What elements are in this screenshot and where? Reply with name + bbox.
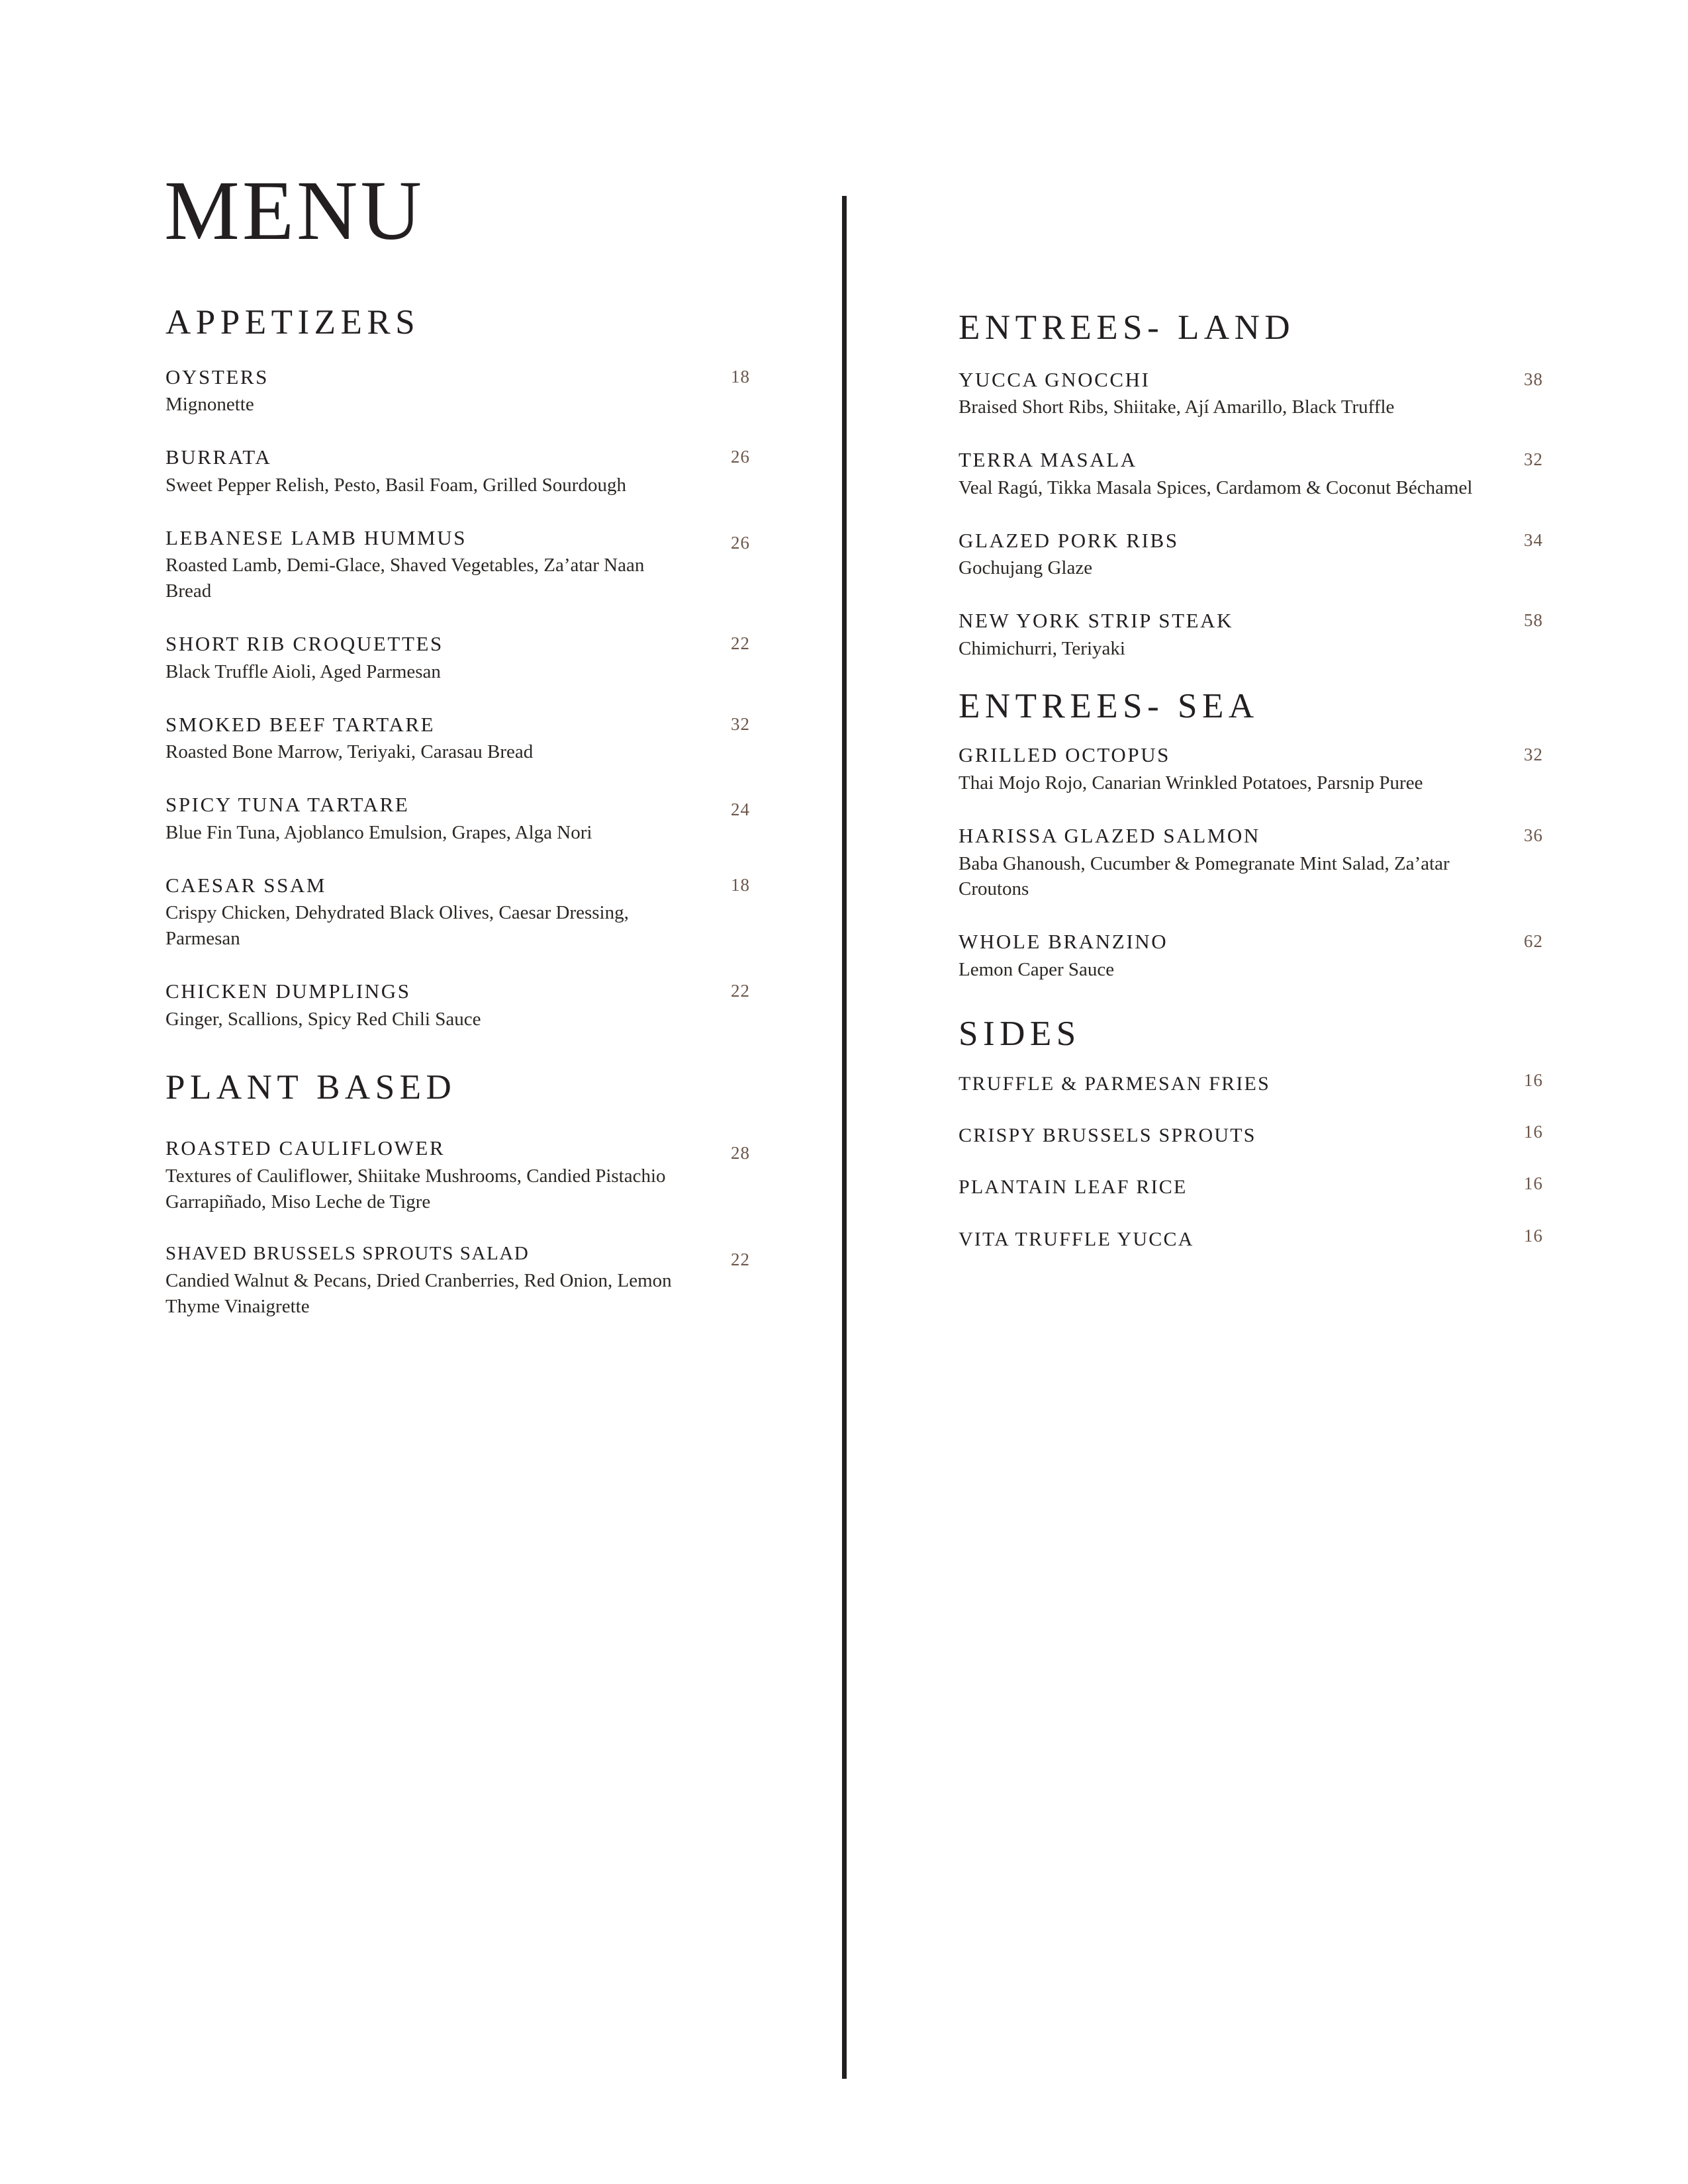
menu-item [165, 444, 784, 498]
item-price: 18 [731, 874, 750, 895]
item-description: Crispy Chicken, Dehydrated Black Olives, Caesar Dressing, Parmesan [165, 902, 629, 950]
item-name: SPICY TUNA TARTARE [165, 793, 410, 817]
item-price: 26 [731, 532, 750, 553]
item-description: Lemon Caper Sauce [959, 959, 1115, 980]
item-description: Roasted Bone Marrow, Teriyaki, Carasau Bread [165, 741, 534, 763]
item-price: 16 [1524, 1225, 1543, 1246]
menu-item [165, 1135, 784, 1214]
menu-item [959, 367, 1577, 421]
item-name: SMOKED BEEF TARTARE [165, 712, 436, 736]
menu-item [959, 1175, 1577, 1200]
item-name: GLAZED PORK RIBS [959, 528, 1179, 552]
item-name: SHORT RIB CROQUETTES [165, 632, 444, 656]
item-price: 32 [1524, 449, 1543, 470]
column-divider [842, 196, 847, 2079]
item-name: ROASTED CAULIFLOWER [165, 1136, 445, 1160]
item-price: 58 [1524, 610, 1543, 631]
item-name: YUCCA GNOCCHI [959, 367, 1150, 391]
item-price: 24 [731, 799, 750, 820]
item-name: LEBANESE LAMB HUMMUS [165, 525, 467, 549]
page-title: MENU [164, 163, 424, 257]
menu-item [165, 978, 784, 1032]
item-name: CRISPY BRUSSELS SPROUTS [959, 1124, 1256, 1146]
menu-item [959, 1123, 1577, 1148]
menu-item [165, 872, 784, 952]
item-price: 62 [1524, 931, 1543, 952]
item-name: GRILLED OCTOPUS [959, 743, 1171, 767]
item-name: SHAVED BRUSSELS SPROUTS SALAD [165, 1242, 530, 1264]
item-description: Baba Ghanoush, Cucumber & Pomegranate Mint Salad, Za’atar Croutons [959, 852, 1450, 900]
section-heading-sides: SIDES [959, 1014, 1081, 1053]
item-price: 18 [731, 366, 750, 387]
item-description: Mignonette [165, 394, 254, 416]
menu-item [165, 711, 784, 766]
item-description: Candied Walnut & Pecans, Dried Cranberries, Red Onion, Lemon Thyme Vinaigrette [165, 1269, 672, 1317]
menu-item [165, 792, 784, 846]
item-price: 32 [1524, 745, 1543, 765]
item-description: Gochujang Glaze [959, 557, 1093, 579]
item-price: 22 [731, 633, 750, 654]
menu-item [959, 742, 1577, 796]
section-heading-entrees-sea: ENTREES- SEA [959, 686, 1259, 725]
section-heading-appetizers: APPETIZERS [165, 303, 420, 341]
menu-item [959, 527, 1577, 582]
item-price: 16 [1524, 1069, 1543, 1090]
item-description: Textures of Cauliflower, Shiitake Mushrooms, Candied Pistachio Garrapiñado, Miso Leche de Tigre [165, 1165, 666, 1212]
item-name: CHICKEN DUMPLINGS [165, 979, 411, 1003]
item-name: WHOLE BRANZINO [959, 930, 1168, 954]
menu-item [165, 631, 784, 685]
item-price: 28 [731, 1143, 750, 1163]
item-price: 16 [1524, 1173, 1543, 1194]
menu-item [959, 608, 1577, 662]
item-price: 36 [1524, 825, 1543, 845]
item-description: Blue Fin Tuna, Ajoblanco Emulsion, Grapes, Alga Nori [165, 821, 592, 843]
menu-item [165, 525, 784, 604]
menu-item [165, 1242, 784, 1320]
section-heading-entrees-land: ENTREES- LAND [959, 308, 1295, 347]
item-price: 22 [731, 981, 750, 1001]
menu-item [959, 929, 1577, 983]
item-price: 26 [731, 447, 750, 467]
item-name: TERRA MASALA [959, 448, 1137, 472]
item-description: Black Truffle Aioli, Aged Parmesan [165, 660, 441, 682]
item-name: CAESAR SSAM [165, 873, 327, 897]
section-heading-plant-based: PLANT BASED [165, 1068, 457, 1107]
menu-item [959, 1071, 1577, 1097]
item-name: VITA TRUFFLE YUCCA [959, 1228, 1194, 1250]
item-description: Thai Mojo Rojo, Canarian Wrinkled Potatoes, Parsnip Puree [959, 772, 1423, 794]
item-name: OYSTERS [165, 365, 269, 388]
item-description: Roasted Lamb, Demi-Glace, Shaved Vegetables, Za’atar Naan Bread [165, 555, 645, 602]
menu-item [959, 447, 1577, 501]
item-description: Ginger, Scallions, Spicy Red Chili Sauce [165, 1008, 481, 1030]
item-price: 22 [731, 1249, 750, 1269]
item-price: 38 [1524, 369, 1543, 389]
item-price: 16 [1524, 1121, 1543, 1142]
item-name: BURRATA [165, 445, 272, 469]
item-price: 34 [1524, 529, 1543, 550]
item-description: Sweet Pepper Relish, Pesto, Basil Foam, Grilled Sourdough [165, 474, 626, 496]
menu-item [165, 364, 784, 418]
item-description: Braised Short Ribs, Shiitake, Ají Amarillo, Black Truffle [959, 396, 1395, 418]
item-description: Chimichurri, Teriyaki [959, 637, 1125, 659]
item-description: Veal Ragú, Tikka Masala Spices, Cardamom & Coconut Béchamel [959, 477, 1473, 498]
item-name: NEW YORK STRIP STEAK [959, 609, 1234, 633]
item-name: TRUFFLE & PARMESAN FRIES [959, 1072, 1270, 1095]
item-price: 32 [731, 713, 750, 734]
menu-item [959, 823, 1577, 902]
menu-item [959, 1227, 1577, 1252]
item-name: PLANTAIN LEAF RICE [959, 1176, 1188, 1199]
item-name: HARISSA GLAZED SALMON [959, 823, 1260, 847]
